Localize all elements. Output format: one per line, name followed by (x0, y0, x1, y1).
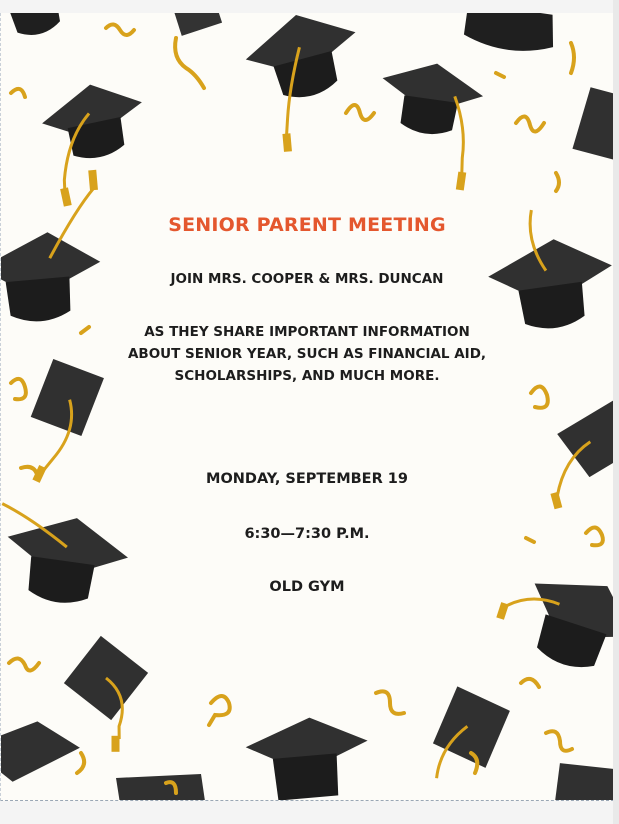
flyer-content (1, 13, 613, 800)
event-time: 6:30—7:30 P.M. (244, 526, 370, 542)
info-line: SCHOLARSHIPS, AND MUCH MORE. (174, 368, 440, 384)
event-date: MONDAY, SEPTEMBER 19 (206, 471, 408, 487)
window-edge (613, 0, 619, 824)
flyer-info (1, 321, 613, 387)
info-line: ABOUT SENIOR YEAR, SUCH AS FINANCIAL AID, (127, 346, 487, 362)
flyer-subtitle: JOIN MRS. COOPER & MRS. DUNCAN (170, 271, 444, 287)
event-location: OLD GYM (269, 579, 345, 595)
flyer-page (0, 13, 614, 801)
info-line: AS THEY SHARE IMPORTANT INFORMATION (144, 324, 470, 340)
flyer-title: SENIOR PARENT MEETING (168, 214, 446, 236)
